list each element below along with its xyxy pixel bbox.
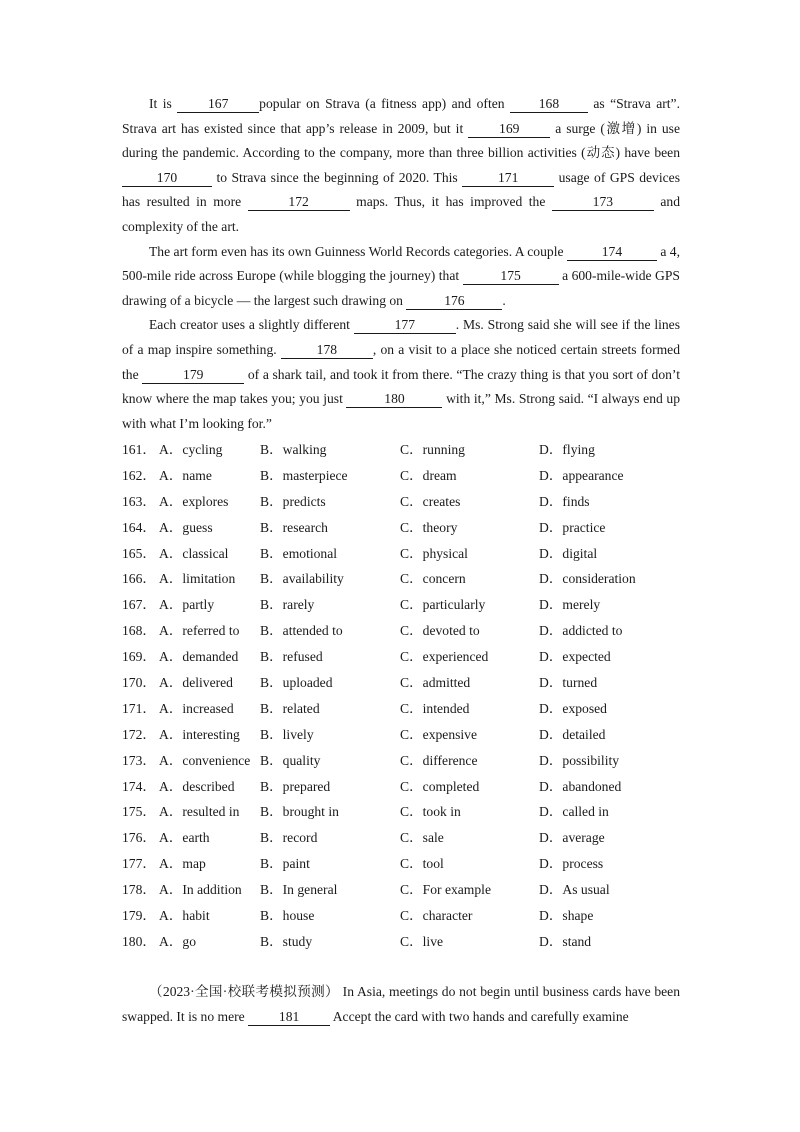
question-row bbox=[122, 722, 682, 748]
option-d[interactable]: D．called in bbox=[539, 804, 609, 820]
option-b[interactable]: B．record bbox=[260, 830, 318, 846]
option-a[interactable]: A．demanded bbox=[159, 649, 239, 665]
option-b[interactable]: B．house bbox=[260, 908, 315, 924]
option-c[interactable]: C．dream bbox=[400, 467, 457, 483]
question-row bbox=[122, 877, 682, 903]
blank-179[interactable]: 179 bbox=[142, 367, 244, 384]
option-d[interactable]: D．finds bbox=[539, 493, 590, 509]
option-a[interactable]: A．limitation bbox=[159, 571, 236, 587]
question-row bbox=[122, 592, 682, 618]
blank-175[interactable]: 175 bbox=[463, 268, 559, 285]
blank-168[interactable]: 168 bbox=[510, 96, 588, 113]
option-d[interactable]: D．exposed bbox=[539, 700, 607, 716]
question-row bbox=[122, 644, 682, 670]
text: . bbox=[502, 292, 506, 308]
next-paragraph bbox=[122, 980, 680, 1029]
question-row bbox=[122, 489, 682, 515]
option-b[interactable]: B．In general bbox=[260, 882, 338, 898]
option-a[interactable]: A．increased bbox=[159, 700, 234, 716]
question-number: 169． bbox=[122, 649, 156, 665]
option-b[interactable]: B．uploaded bbox=[260, 675, 333, 691]
option-a[interactable]: A．name bbox=[159, 467, 212, 483]
text: . Ms. Strong said she will see if the lines of a map inspire something. bbox=[122, 317, 680, 357]
option-d[interactable]: D．expected bbox=[539, 649, 611, 665]
option-c[interactable]: C．character bbox=[400, 908, 473, 924]
option-a[interactable]: A．guess bbox=[159, 519, 213, 535]
question-number: 164． bbox=[122, 519, 156, 535]
option-c[interactable]: C．expensive bbox=[400, 726, 478, 742]
source-label: （2023·全国·校联考模拟预测） bbox=[149, 984, 339, 999]
option-b[interactable]: B．study bbox=[260, 933, 313, 949]
option-b[interactable]: B．related bbox=[260, 700, 320, 716]
option-c[interactable]: C．completed bbox=[400, 778, 480, 794]
option-b[interactable]: B．quality bbox=[260, 752, 321, 768]
option-d[interactable]: D．possibility bbox=[539, 752, 620, 768]
option-d[interactable]: D．average bbox=[539, 830, 605, 846]
option-a[interactable]: A．cycling bbox=[159, 442, 223, 457]
option-b[interactable]: B．lively bbox=[260, 726, 314, 742]
option-c[interactable]: C．admitted bbox=[400, 675, 471, 691]
option-d[interactable]: D．detailed bbox=[539, 726, 606, 742]
option-d[interactable]: D．practice bbox=[539, 519, 606, 535]
question-row bbox=[122, 566, 682, 592]
blank-181[interactable]: 181 bbox=[248, 1009, 330, 1026]
question-number: 161． bbox=[122, 442, 156, 457]
text: Accept the card with two hands and carefully examine bbox=[330, 1008, 629, 1024]
question-row bbox=[122, 799, 682, 825]
option-b[interactable]: B．emotional bbox=[260, 545, 338, 561]
blank-173[interactable]: 173 bbox=[552, 194, 654, 211]
question-number: 162． bbox=[122, 467, 156, 483]
text: to Strava since the beginning of 2020. This bbox=[212, 169, 463, 185]
blank-170[interactable]: 170 bbox=[122, 170, 212, 187]
option-a[interactable]: A．interesting bbox=[159, 726, 240, 742]
option-d[interactable]: D．process bbox=[539, 856, 604, 872]
option-a[interactable]: A．go bbox=[159, 933, 197, 949]
blank-174[interactable]: 174 bbox=[567, 244, 657, 261]
option-a[interactable]: A．map bbox=[159, 856, 206, 872]
question-number: 167． bbox=[122, 597, 156, 613]
question-row bbox=[122, 618, 682, 644]
text: Each creator uses a slightly different bbox=[149, 317, 354, 333]
question-number: 178． bbox=[122, 882, 156, 898]
option-b[interactable]: B．brought in bbox=[260, 804, 339, 820]
option-c[interactable]: C．For example bbox=[400, 882, 491, 898]
blank-176[interactable]: 176 bbox=[406, 293, 502, 310]
text: of a shark tail, and took it from there. “The crazy thing is that you sort of don’t know where the map takes you; you just bbox=[122, 366, 680, 407]
question-row bbox=[122, 903, 682, 929]
option-d[interactable]: D．shape bbox=[539, 908, 594, 924]
question-number: 179． bbox=[122, 908, 156, 924]
option-c[interactable]: C．intended bbox=[400, 700, 470, 716]
question-number: 170． bbox=[122, 675, 156, 691]
text: with it,” Ms. Strong said. “I always end up with what I’m looking for.” bbox=[122, 391, 680, 431]
text: and complexity of the art. bbox=[122, 194, 680, 234]
text: In Asia, meetings do not begin until business cards have been swapped. It is no mere bbox=[122, 984, 680, 1024]
paragraph-2 bbox=[122, 240, 680, 314]
question-number: 168． bbox=[122, 623, 156, 639]
text: It is bbox=[149, 96, 178, 111]
text: The art form even has its own Guinness World Records categories. A couple bbox=[149, 243, 567, 259]
option-c[interactable]: C．theory bbox=[400, 519, 458, 535]
text: , on a visit to a place she noticed certain streets formed the bbox=[122, 341, 680, 382]
option-c[interactable]: C．difference bbox=[400, 752, 478, 768]
question-number: 171． bbox=[122, 700, 156, 716]
question-number: 173． bbox=[122, 752, 156, 768]
text: a 4, 500-mile ride across Europe (while blogging the journey) that bbox=[122, 243, 680, 284]
question-number: 172． bbox=[122, 726, 156, 742]
option-c[interactable]: C．running bbox=[400, 442, 465, 457]
blank-171[interactable]: 171 bbox=[462, 170, 554, 187]
blank-169[interactable]: 169 bbox=[468, 121, 550, 138]
option-c[interactable]: C．live bbox=[400, 933, 444, 949]
option-c[interactable]: C．experienced bbox=[400, 649, 489, 665]
question-row bbox=[122, 670, 682, 696]
cloze-passage bbox=[122, 92, 680, 436]
option-a[interactable]: A．described bbox=[159, 778, 235, 794]
option-d[interactable]: D．digital bbox=[539, 545, 598, 561]
question-number: 177． bbox=[122, 856, 156, 872]
option-d[interactable]: D．abandoned bbox=[539, 778, 622, 794]
option-b[interactable]: B．paint bbox=[260, 856, 310, 872]
text: popular on Strava (a fitness app) and often bbox=[259, 96, 510, 111]
option-d[interactable]: D．merely bbox=[539, 597, 601, 613]
text: a surge (激增) in use during the pandemic. According to the company, more than three billion activities (动态) have been bbox=[122, 120, 680, 161]
option-b[interactable]: B．walking bbox=[260, 442, 327, 457]
option-c[interactable]: C．concern bbox=[400, 571, 466, 587]
option-c[interactable]: C．tool bbox=[400, 856, 444, 872]
blank-177[interactable]: 177 bbox=[354, 317, 456, 334]
option-b[interactable]: B．rarely bbox=[260, 597, 315, 613]
question-number: 165． bbox=[122, 545, 156, 561]
question-number: 175． bbox=[122, 804, 156, 820]
option-c[interactable]: C．devoted to bbox=[400, 623, 480, 639]
question-row bbox=[122, 774, 682, 800]
option-b[interactable]: B．availability bbox=[260, 571, 344, 587]
text: a 600-mile-wide GPS drawing of a bicycle — the largest such drawing on bbox=[122, 268, 680, 308]
paragraph-3 bbox=[122, 313, 680, 436]
option-a[interactable]: A．habit bbox=[159, 908, 210, 924]
option-d[interactable]: D．addicted to bbox=[539, 623, 623, 639]
option-c[interactable]: C．took in bbox=[400, 804, 461, 820]
option-d[interactable]: D．flying bbox=[539, 442, 595, 457]
option-a[interactable]: A．resulted in bbox=[159, 804, 240, 820]
option-a[interactable]: A．delivered bbox=[159, 675, 233, 691]
option-c[interactable]: C．particularly bbox=[400, 597, 486, 613]
question-number: 166． bbox=[122, 571, 156, 587]
option-c[interactable]: C．physical bbox=[400, 545, 468, 561]
option-c[interactable]: C．creates bbox=[400, 493, 461, 509]
option-d[interactable]: D．consideration bbox=[539, 571, 636, 587]
option-b[interactable]: B．predicts bbox=[260, 493, 326, 509]
option-d[interactable]: D．turned bbox=[539, 675, 598, 691]
option-b[interactable]: B．prepared bbox=[260, 778, 331, 794]
question-number: 176． bbox=[122, 830, 156, 846]
option-d[interactable]: D．appearance bbox=[539, 467, 624, 483]
question-row bbox=[122, 515, 682, 541]
blank-180[interactable]: 180 bbox=[346, 391, 442, 408]
question-row bbox=[122, 748, 682, 774]
option-a[interactable]: A．In addition bbox=[159, 882, 242, 898]
text: usage of GPS devices has resulted in more bbox=[122, 169, 680, 210]
text: as “Strava art”. Strava art has existed since that app’s release in 2009, but it bbox=[122, 96, 680, 136]
option-d[interactable]: D．As usual bbox=[539, 882, 610, 898]
question-row bbox=[122, 437, 682, 463]
question-row bbox=[122, 851, 682, 877]
answer-options bbox=[122, 437, 682, 955]
blank-172[interactable]: 172 bbox=[248, 194, 350, 211]
question-row bbox=[122, 825, 682, 851]
paragraph-1 bbox=[122, 92, 680, 240]
question-number: 174． bbox=[122, 778, 156, 794]
question-number: 163． bbox=[122, 493, 156, 509]
option-c[interactable]: C．sale bbox=[400, 830, 444, 846]
option-a[interactable]: A．explores bbox=[159, 493, 229, 509]
blank-167[interactable]: 167 bbox=[177, 96, 259, 113]
option-b[interactable]: B．research bbox=[260, 519, 328, 535]
option-a[interactable]: A．earth bbox=[159, 830, 210, 846]
option-b[interactable]: B．refused bbox=[260, 649, 323, 665]
question-row bbox=[122, 696, 682, 722]
next-passage bbox=[122, 980, 680, 1029]
question-row bbox=[122, 541, 682, 567]
blank-178[interactable]: 178 bbox=[281, 342, 373, 359]
option-a[interactable]: A．referred to bbox=[159, 623, 240, 639]
text: maps. Thus, it has improved the bbox=[349, 194, 552, 210]
question-row bbox=[122, 463, 682, 489]
option-b[interactable]: B．masterpiece bbox=[260, 467, 348, 483]
option-a[interactable]: A．convenience bbox=[159, 752, 251, 768]
question-number: 180． bbox=[122, 933, 156, 949]
option-a[interactable]: A．classical bbox=[159, 545, 229, 561]
option-d[interactable]: D．stand bbox=[539, 933, 592, 949]
option-a[interactable]: A．partly bbox=[159, 597, 215, 613]
question-row bbox=[122, 929, 682, 955]
option-b[interactable]: B．attended to bbox=[260, 623, 343, 639]
